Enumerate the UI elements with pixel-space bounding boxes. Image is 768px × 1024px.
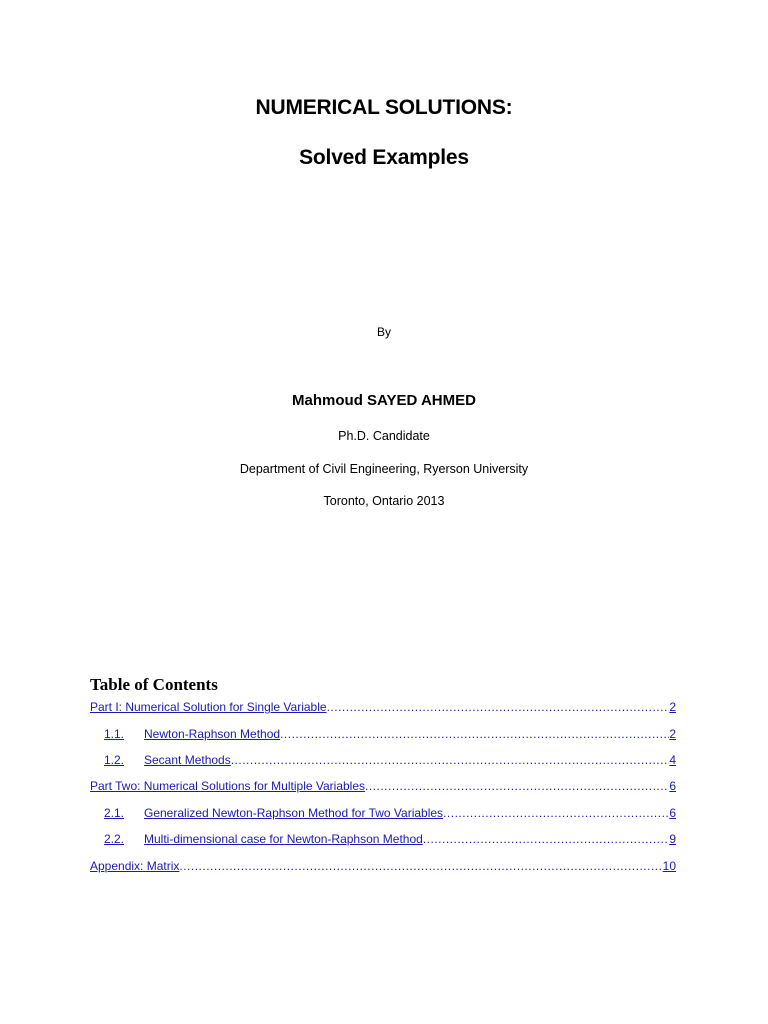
toc-entry-label: Part Two: Numerical Solutions for Multiple Variables [90,779,366,793]
toc-entry-2-2[interactable] [104,832,676,850]
author-name: Mahmoud SAYED AHMED [292,392,476,409]
toc-dot-leader [231,753,670,767]
author-position: Ph.D. Candidate [338,429,430,443]
toc-entry-page: 2 [669,700,676,714]
toc-entry-number: 1.2. [104,753,125,767]
toc-entry-1-1[interactable] [104,727,676,745]
toc-entry-label: Generalized Newton-Raphson Method for Two Variables [144,806,444,820]
toc-entry-page: 4 [669,753,676,767]
document-title-line1: NUMERICAL SOLUTIONS: [255,96,513,119]
toc-entry-label: Multi-dimensional case for Newton-Raphson Method [144,832,423,846]
by-label: By [376,325,391,339]
toc-dot-leader [423,832,670,846]
toc-dot-leader [179,859,662,873]
toc-entry-page: 9 [669,832,676,846]
document-title-line2: Solved Examples [299,146,469,169]
toc-entry-number: 2.2. [104,832,125,846]
author-department: Department of Civil Engineering, Ryerson University [239,462,529,476]
toc-entry-number: 2.1. [104,806,125,820]
toc-entry-label: Part I: Numerical Solution for Single Variable [90,700,327,714]
toc-entry-2-1[interactable] [104,806,676,824]
toc-entry-part-two[interactable] [90,779,676,797]
toc-entry-1-2[interactable] [104,753,676,771]
toc-entry-page: 10 [662,859,676,873]
toc-entry-page: 2 [669,727,676,741]
toc-entry-page: 6 [669,779,676,793]
author-location: Toronto, Ontario 2013 [323,494,445,508]
toc-entry-page: 6 [669,806,676,820]
toc-dot-leader [365,779,669,793]
toc-dot-leader [327,700,670,714]
toc-entry-label: Secant Methods [144,753,231,767]
toc-entry-number: 1.1. [104,727,125,741]
toc-dot-leader [280,727,669,741]
toc-entry-appendix[interactable] [90,859,676,877]
toc-entry-part-one[interactable] [90,700,676,718]
toc-dot-leader [443,806,669,820]
toc-entry-label: Appendix: Matrix [90,859,180,873]
toc-entry-label: Newton-Raphson Method [144,727,281,741]
toc-heading: Table of Contents [90,675,218,694]
